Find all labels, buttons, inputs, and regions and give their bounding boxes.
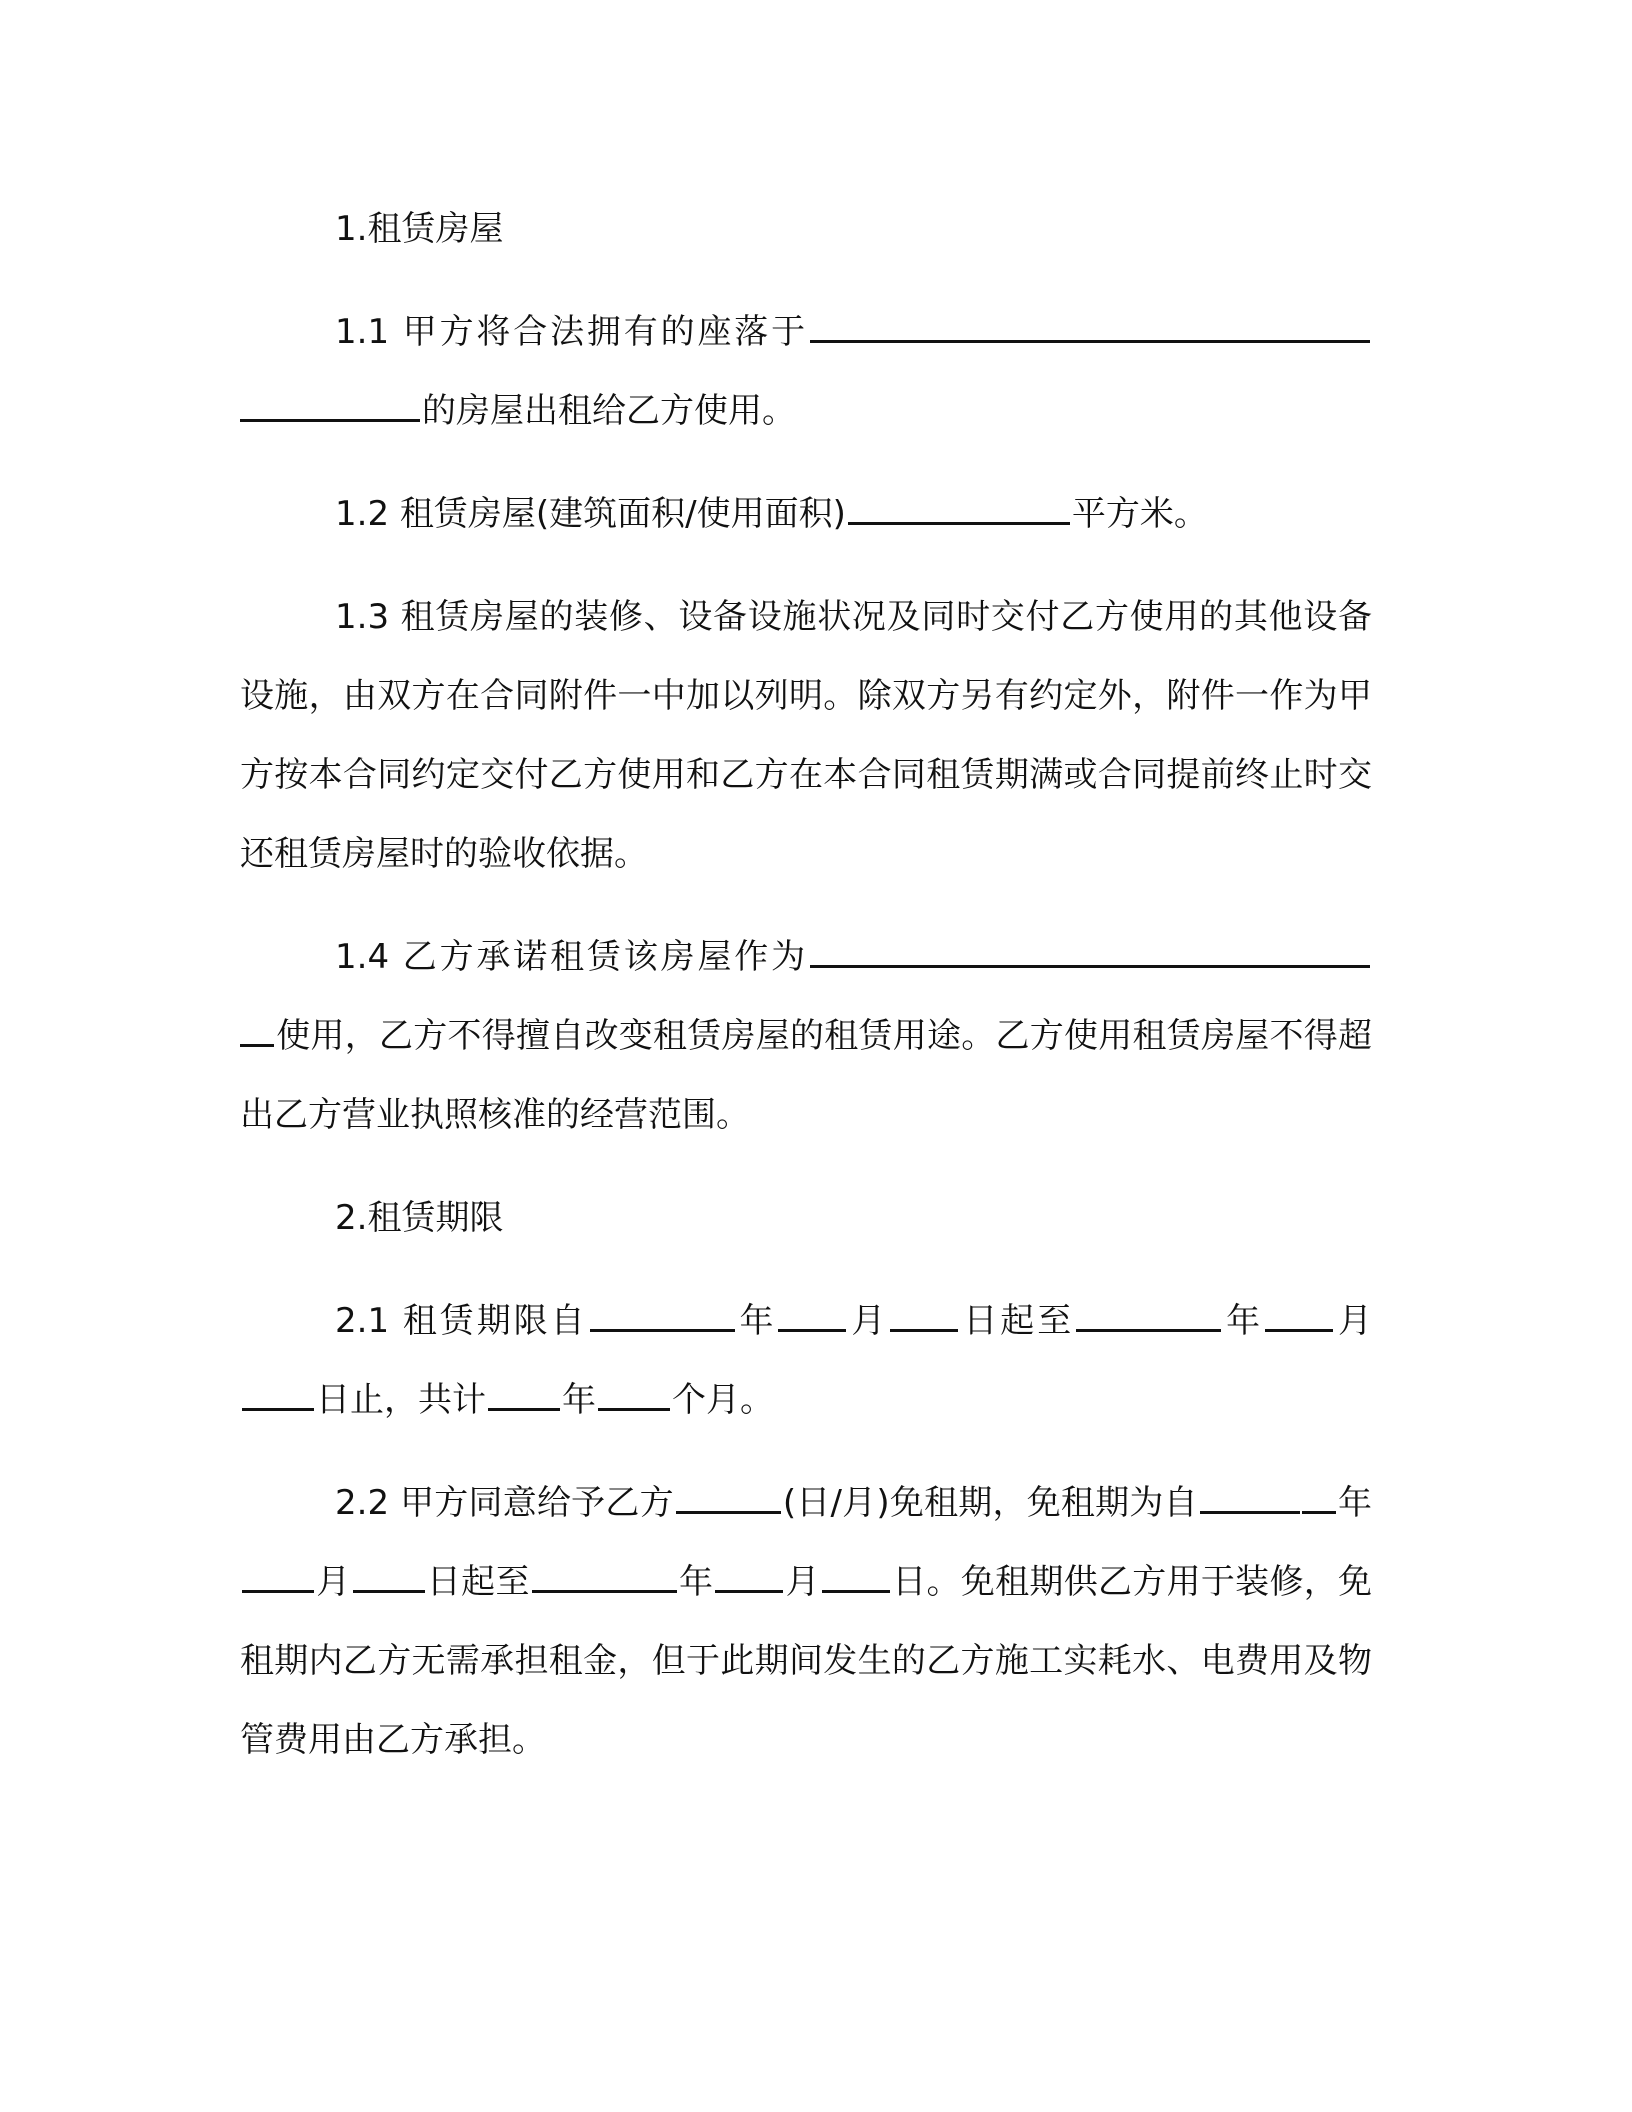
clause-1-4 [240, 918, 1372, 1155]
end-day-blank[interactable] [242, 1374, 314, 1411]
total-years-label: 年 [562, 1380, 596, 1420]
start-month-label: 月 [848, 1301, 889, 1341]
end-month-blank[interactable] [1265, 1295, 1333, 1332]
free-end-year-blank[interactable] [532, 1556, 677, 1593]
free-start-year-label: 年 [1337, 1483, 1373, 1523]
section-1-title: 1.租赁房屋 [335, 209, 504, 249]
total-months-blank[interactable] [598, 1374, 670, 1411]
total-months-label: 个月。 [672, 1380, 774, 1420]
start-day-label: 日起至 [960, 1301, 1075, 1341]
clause-1-2 [240, 475, 1372, 554]
usage-blank-line-2[interactable] [240, 1010, 274, 1047]
free-start-day-label: 日起至 [426, 1562, 530, 1602]
clause-2-2-text-b: (日/月)免租期，免租期为自 [782, 1483, 1198, 1523]
free-start-day-blank[interactable] [353, 1556, 425, 1593]
free-end-day-label: 日。 [891, 1562, 961, 1602]
area-blank[interactable] [848, 488, 1070, 525]
free-end-year-label: 年 [678, 1562, 714, 1602]
free-start-year-blank-2[interactable] [1302, 1477, 1336, 1514]
address-blank-line-1[interactable] [810, 306, 1370, 343]
document-page [240, 190, 1372, 1804]
clause-1-1-text-b: 的房屋出租给乙方使用。 [422, 391, 796, 431]
start-month-blank[interactable] [778, 1295, 846, 1332]
clause-1-1 [240, 293, 1372, 451]
clause-2-1-text-a: 2.1 租赁期限自 [335, 1301, 588, 1341]
clause-2-2-text-c: 免租期供乙方用于装修，免租期内乙方无需承担租金，但于此期间发生的乙方施工实耗水、电费用及物管费用由乙方承担。 [240, 1562, 1373, 1760]
start-year-label: 年 [736, 1301, 777, 1341]
free-end-day-blank[interactable] [822, 1556, 890, 1593]
usage-blank-line-1[interactable] [810, 931, 1370, 968]
clause-1-2-text-a: 1.2 租赁房屋(建筑面积/使用面积) [335, 494, 846, 534]
free-end-month-blank[interactable] [715, 1556, 783, 1593]
free-end-month-label: 月 [785, 1562, 820, 1602]
free-start-year-blank-1[interactable] [1200, 1477, 1300, 1514]
section-2-title: 2.租赁期限 [335, 1198, 504, 1238]
free-start-month-blank[interactable] [242, 1556, 314, 1593]
clause-2-2-text-a: 2.2 甲方同意给予乙方 [335, 1483, 674, 1523]
clause-1-4-text-b: 使用，乙方不得擅自改变租赁房屋的租赁用途。乙方使用租赁房屋不得超出乙方营业执照核准的经营范围。 [240, 1016, 1372, 1135]
clause-1-3: 1.3 租赁房屋的装修、设备设施状况及同时交付乙方使用的其他设备设施，由双方在合同附件一中加以列明。除双方另有约定外，附件一作为甲方按本合同约定交付乙方使用和乙方在本合同租赁期满或合同提前终止时交还租赁房屋时的验收依据。 [240, 597, 1372, 874]
start-year-blank[interactable] [590, 1295, 735, 1332]
end-year-label: 年 [1223, 1301, 1264, 1341]
start-day-blank[interactable] [890, 1295, 958, 1332]
clause-1-1-text-a: 1.1 甲方将合法拥有的座落于 [335, 312, 808, 352]
clause-2-2 [240, 1464, 1372, 1780]
free-start-month-label: 月 [316, 1562, 351, 1602]
clause-2-1 [240, 1282, 1372, 1440]
clause-1-4-text-a: 1.4 乙方承诺租赁该房屋作为 [335, 937, 808, 977]
end-month-label: 月 [1335, 1301, 1373, 1341]
clause-1-2-text-b: 平方米。 [1071, 494, 1208, 534]
free-period-length-blank[interactable] [676, 1477, 781, 1514]
end-year-blank[interactable] [1076, 1295, 1221, 1332]
address-blank-line-2[interactable] [240, 385, 420, 422]
end-day-label: 日止，共计 [316, 1380, 486, 1420]
total-years-blank[interactable] [488, 1374, 560, 1411]
